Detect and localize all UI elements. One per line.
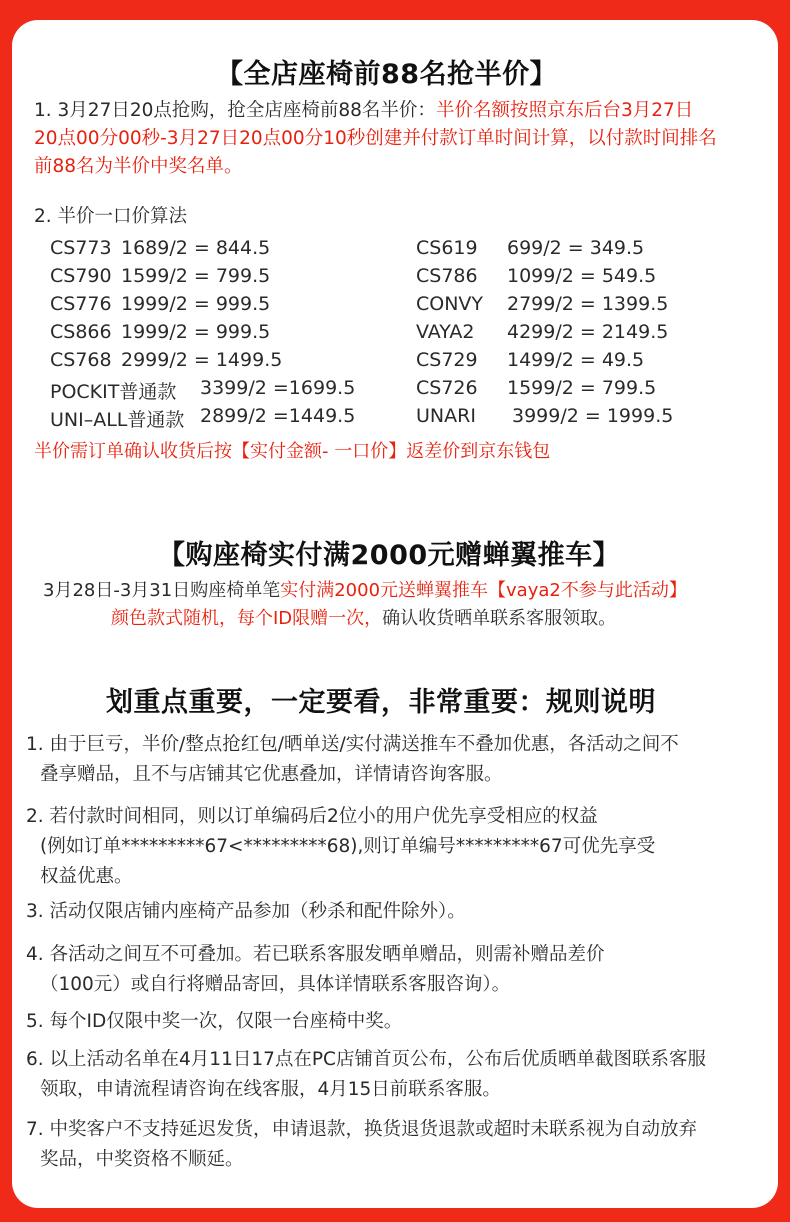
price-formula: 699/2 = 349.5 — [507, 237, 645, 259]
section1-line1-red: 半价名额按照京东后台3月27日 — [435, 100, 694, 121]
model-name: CS866 — [50, 321, 112, 343]
price-formula: 1689/2 = 844.5 — [121, 237, 271, 259]
price-formula: 1599/2 = 799.5 — [121, 265, 271, 287]
model-name: VAYA2 — [416, 321, 475, 343]
rule-line: 叠享赠品，且不与店铺其它优惠叠加，详情请咨询客服。 — [40, 764, 503, 785]
section1-line1-black: 1. 3月27日20点抢购，抢全店座椅前88名半价： — [34, 100, 436, 121]
model-name: CS790 — [50, 265, 112, 287]
model-name: CS773 — [50, 237, 112, 259]
model-name: CS729 — [416, 349, 478, 371]
rule-line: 6. 以上活动名单在4月11日17点在PC店铺首页公布，公布后优质晒单截图联系客服 — [26, 1049, 706, 1070]
price-row — [416, 237, 746, 259]
price-formula: 1999/2 = 999.5 — [121, 321, 271, 343]
section3-title: 划重点重要，一定要看，非常重要：规则说明 — [106, 687, 656, 718]
price-row — [416, 405, 746, 427]
model-name: CS768 — [50, 349, 112, 371]
rule-line: 7. 中奖客户不支持延迟发货，申请退款，换货退货退款或超时未联系视为自动放弃 — [26, 1119, 698, 1140]
price-formula: 4299/2 = 2149.5 — [507, 321, 669, 343]
model-name: CS776 — [50, 293, 112, 315]
price-formula: 1599/2 = 799.5 — [507, 377, 657, 399]
rule-line: （100元）或自行将赠品寄回，具体详情联系客服咨询）。 — [40, 974, 511, 995]
price-row — [50, 265, 390, 287]
section2-line2-black: 确认收货晒单联系客服领取。 — [382, 608, 617, 629]
section1-line3: 前88名为半价中奖名单。 — [34, 156, 243, 177]
price-formula: 2899/2 =1449.5 — [200, 405, 356, 427]
rule-line: 5. 每个ID仅限中奖一次，仅限一台座椅中奖。 — [26, 1011, 403, 1032]
section2-line1-black: 3月28日-3月31日购座椅单笔 — [43, 580, 281, 601]
model-name: CONVY — [416, 293, 484, 315]
rules-card — [12, 20, 778, 1208]
section2-line1-red: 实付满2000元送蝉翼推车【vaya2不参与此活动】 — [280, 580, 687, 601]
rule-line: 1. 由于巨亏，半价/整点抢红包/晒单送/实付满送推车不叠加优惠，各活动之间不 — [26, 734, 679, 755]
price-formula: 2799/2 = 1399.5 — [507, 293, 669, 315]
section2-line1 — [43, 577, 687, 604]
model-name: CS786 — [416, 265, 478, 287]
rule-line: 2. 若付款时间相同，则以订单编码后2位小的用户优先享受相应的权益 — [26, 806, 598, 827]
refund-note: 半价需订单确认收货后按【实付金额- 一口价】返差价到京东钱包 — [34, 441, 551, 462]
price-row — [416, 321, 746, 343]
price-formula: 1999/2 = 999.5 — [121, 293, 271, 315]
section2-line2 — [111, 605, 616, 632]
rule-line: 奖品，中奖资格不顺延。 — [40, 1149, 244, 1170]
price-row — [50, 349, 390, 371]
algo-label: 2. 半价一口价算法 — [34, 206, 188, 227]
section1-title: 【全店座椅前88名抢半价】 — [216, 59, 558, 90]
price-row — [50, 237, 390, 259]
rule-line: (例如订单*********67<*********68),则订单编号*********67可优先享受 — [40, 836, 656, 857]
price-row — [416, 293, 746, 315]
price-row — [50, 293, 390, 315]
model-name: CS619 — [416, 237, 478, 259]
section1-line2: 20点00分00秒-3月27日20点00分10秒创建并付款订单时间计算，以付款时间排名 — [34, 128, 717, 149]
rule-line: 4. 各活动之间互不可叠加。若已联系客服发晒单赠品，则需补赠品差价 — [26, 944, 605, 965]
price-row — [50, 377, 390, 404]
section1-line1 — [34, 97, 693, 124]
rule-line: 权益优惠。 — [40, 866, 133, 887]
price-row — [50, 321, 390, 343]
price-formula: 3999/2 = 1999.5 — [512, 405, 674, 427]
section2-title: 【购座椅实付满2000元赠蝉翼推车】 — [158, 540, 621, 571]
price-formula: 2999/2 = 1499.5 — [121, 349, 283, 371]
price-formula: 1499/2 = 49.5 — [507, 349, 645, 371]
section2-line2-red: 颜色款式随机，每个ID限赠一次， — [111, 608, 383, 629]
rule-line: 3. 活动仅限店铺内座椅产品参加（秒杀和配件除外）。 — [26, 901, 466, 922]
model-name: UNI–ALL普通款 — [50, 409, 185, 431]
price-row — [416, 265, 746, 287]
price-row — [416, 349, 746, 371]
model-name: POCKIT普通款 — [50, 381, 177, 403]
price-row — [50, 405, 390, 432]
rule-line: 领取，申请流程请咨询在线客服，4月15日前联系客服。 — [40, 1079, 501, 1100]
price-formula: 3399/2 =1699.5 — [200, 377, 356, 399]
price-formula: 1099/2 = 549.5 — [507, 265, 657, 287]
model-name: CS726 — [416, 377, 478, 399]
price-row — [416, 377, 746, 399]
model-name: UNARI — [416, 405, 476, 427]
